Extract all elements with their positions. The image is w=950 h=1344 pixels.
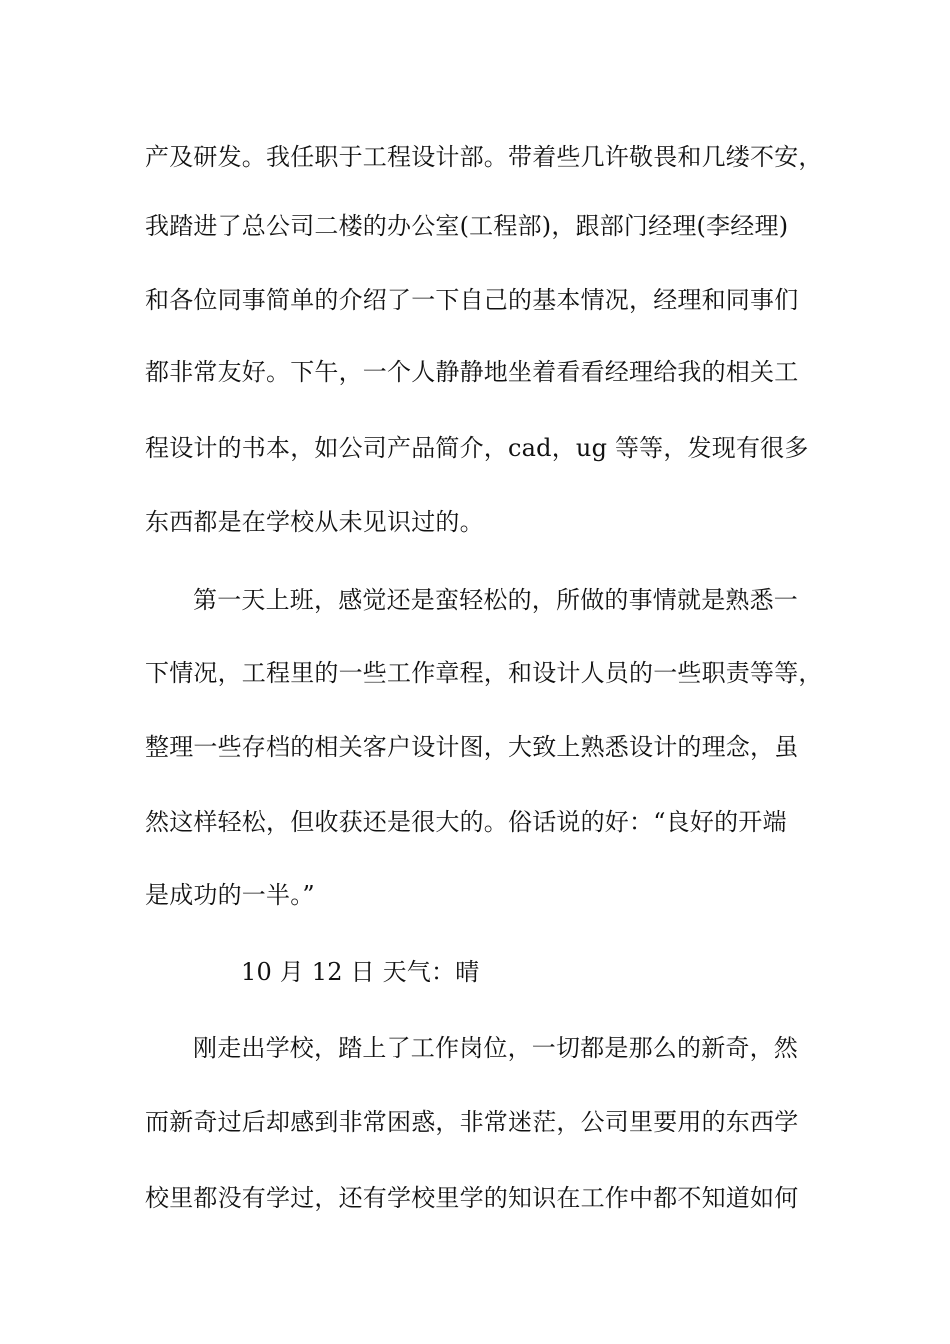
text-line-1: 产及研发。我任职于工程设计部。带着些几许敬畏和几缕不安， [145, 143, 823, 171]
text-line-5: 程设计的书本，如公司产品简介，cad，ug 等等，发现有很多 [145, 434, 809, 462]
date-weather-heading: 10 月 12 日 天气：晴 [241, 958, 480, 986]
paragraph-new-job-line-3: 校里都没有学过，还有学校里学的知识在工作中都不知道如何 [145, 1184, 799, 1212]
text-line-6: 东西都是在学校从未见识过的。 [145, 508, 484, 536]
paragraph-new-job-line-1: 刚走出学校，踏上了工作岗位，一切都是那么的新奇，然 [193, 1034, 798, 1062]
text-line-4: 都非常友好。下午，一个人静静地坐着看看经理给我的相关工 [145, 358, 799, 386]
paragraph-new-job-line-2: 而新奇过后却感到非常困惑，非常迷茫，公司里要用的东西学 [145, 1108, 799, 1136]
paragraph-first-day-line-4: 然这样轻松，但收获还是很大的。俗话说的好：“良好的开端 [145, 808, 787, 836]
text-line-3: 和各位同事简单的介绍了一下自己的基本情况，经理和同事们 [145, 286, 799, 314]
paragraph-first-day-line-5: 是成功的一半。” [145, 881, 315, 909]
paragraph-first-day-line-1: 第一天上班，感觉还是蛮轻松的，所做的事情就是熟悉一 [193, 586, 798, 614]
paragraph-first-day-line-2: 下情况，工程里的一些工作章程，和设计人员的一些职责等等， [145, 659, 823, 687]
paragraph-first-day-line-3: 整理一些存档的相关客户设计图，大致上熟悉设计的理念，虽 [145, 733, 799, 761]
text-line-2: 我踏进了总公司二楼的办公室(工程部)，跟部门经理(李经理) [145, 212, 789, 240]
